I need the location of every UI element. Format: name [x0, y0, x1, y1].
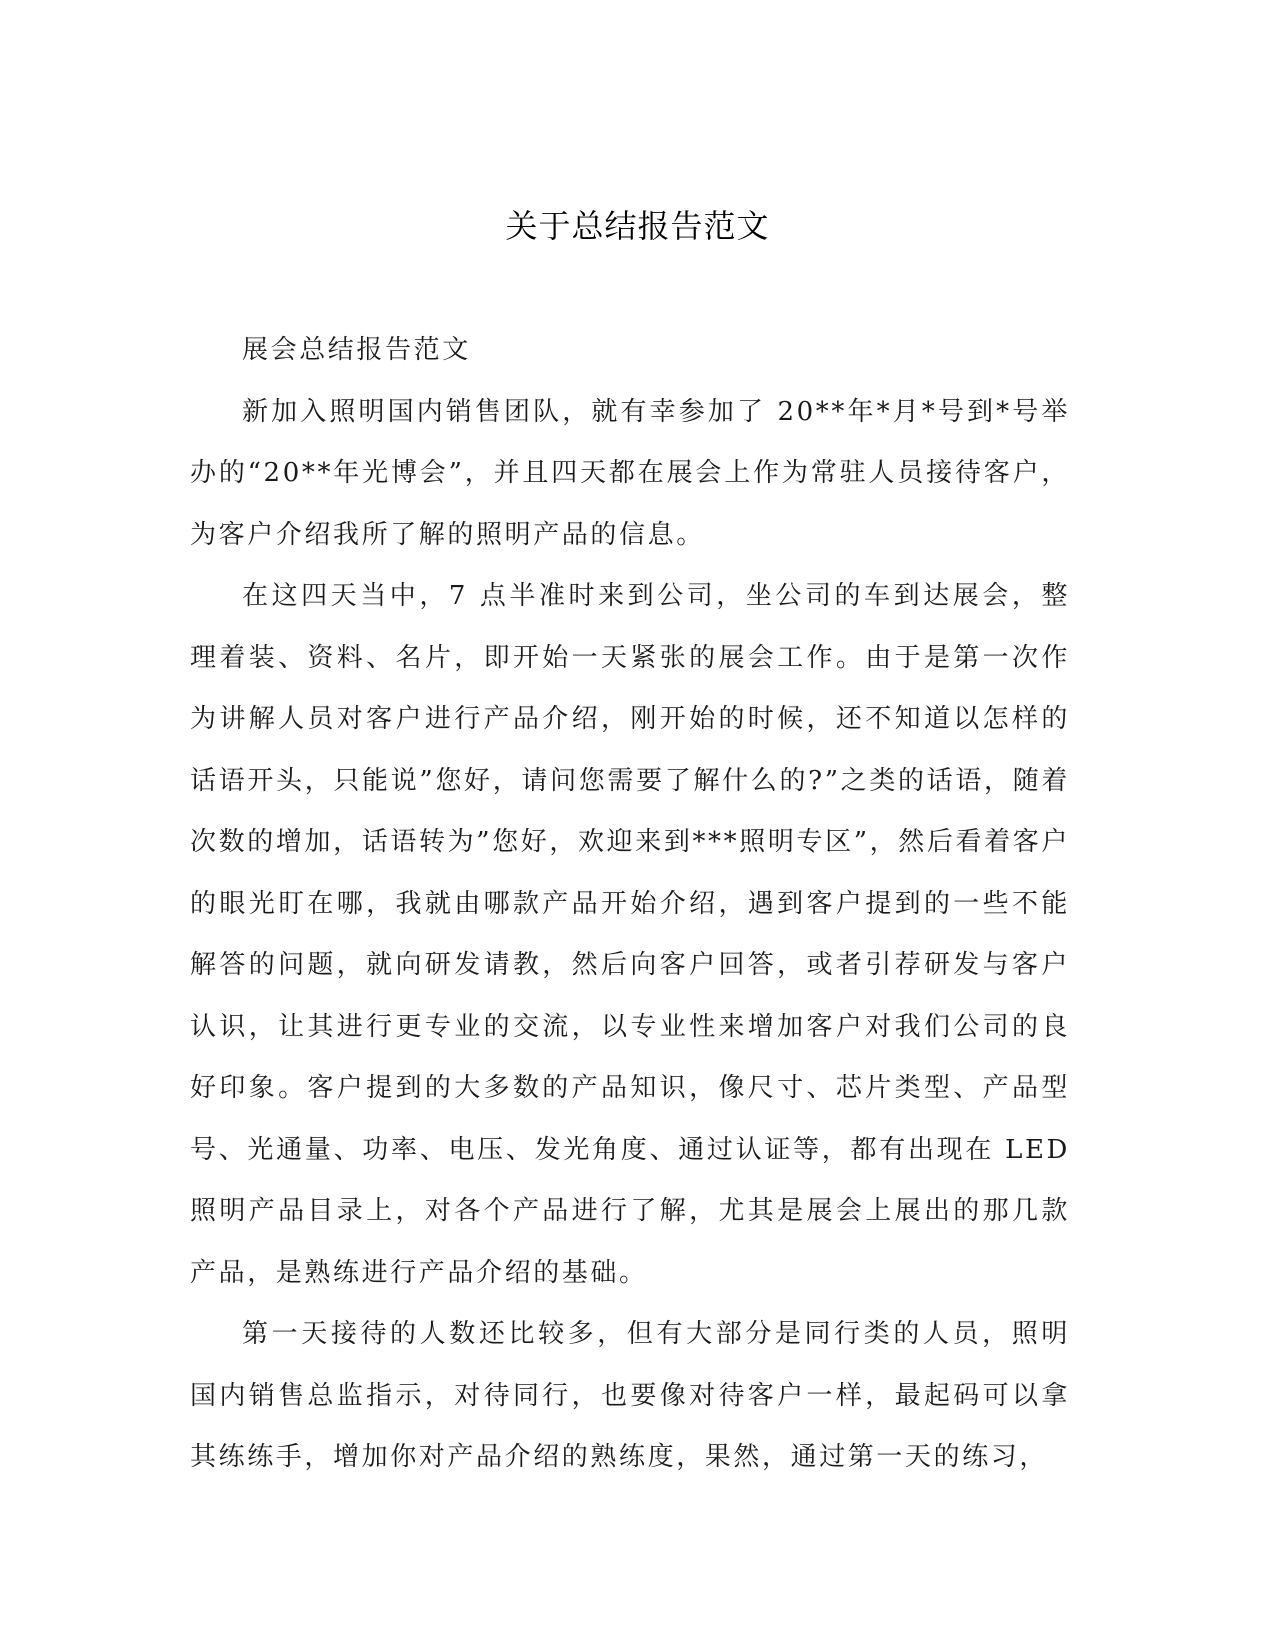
paragraph: 第一天接待的人数还比较多，但有大部分是同行类的人员，照明国内销售总监指示，对待同行，也要像对待客户一样，最起码可以拿其练练手，增加你对产品介绍的熟练度，果然，通过第一天的练习， [190, 1319, 1070, 1472]
document-body [190, 320, 1070, 1489]
paragraph: 新加入照明国内销售团队，就有幸参加了 20**年*月*号到*号举办的“20**年光博会”，并且四天都在展会上作为常驻人员接待客户，为客户介绍我所了解的照明产品的信息。 [190, 396, 1070, 550]
paragraph: 在这四天当中，7 点半准时来到公司，坐公司的车到达展会，整理着装、资料、名片，即开始一天紧张的展会工作。由于是第一次作为讲解人员对客户进行产品介绍，刚开始的时候，还不知道以怎样的话语开头，只能说”您好，请问您需要了解什么的?”之类的话语，随着次数的增加，话语转为”您好，欢迎来到***照明专区”，然后看着客户的眼光盯在哪，我就由哪款产品开始介绍，遇到客户提到的一些不能解答的问题，就向研发请教，然后向客户回答，或者引荐研发与客户认识，让其进行更专业的交流，以专业性来增加客户对我们公司的良好印象。客户提到的大多数的产品知识，像尺寸、芯片类型、产品型号、光通量、功率、电压、发光角度、通过认证等，都有出现在 LED 照明产品目录上，对各个产品进行了解，尤其是展会上展出的那几款产品，是熟练进行产品介绍的基础。 [190, 581, 1070, 1288]
document-title: 关于总结报告范文 [505, 207, 770, 245]
section-heading: 展会总结报告范文 [242, 335, 471, 365]
